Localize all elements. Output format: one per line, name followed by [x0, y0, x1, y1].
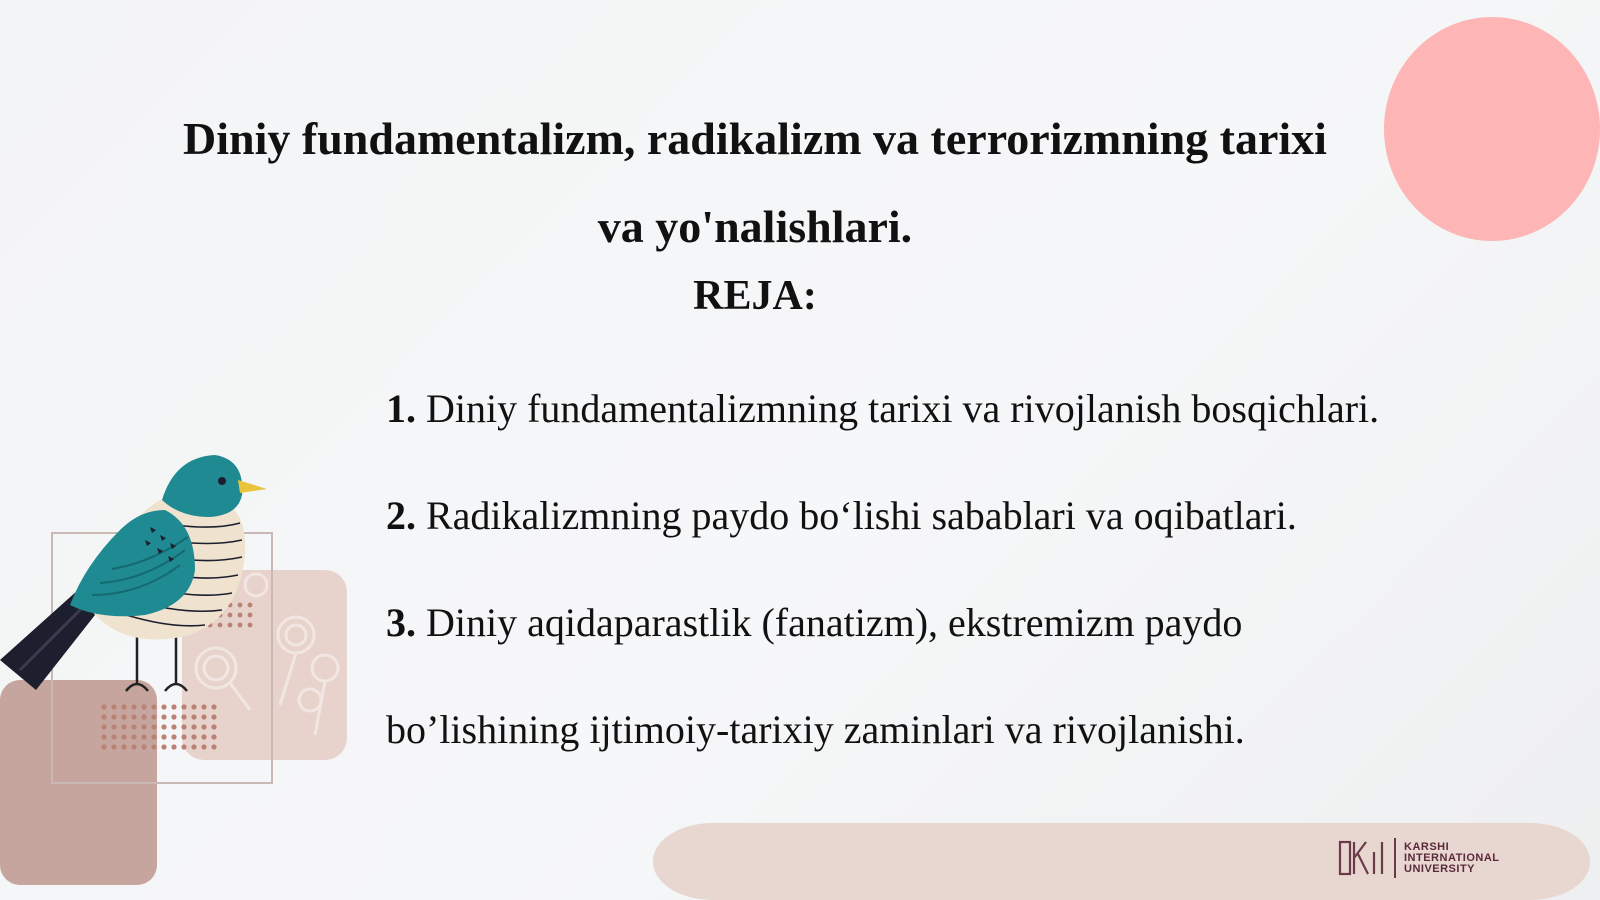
- slide-title-line1: Diniy fundamentalizm, radikalizm va terrorizmning tarixi: [183, 113, 1327, 164]
- bird-illustration: [0, 455, 350, 885]
- plan-item-2: [386, 462, 1586, 569]
- plan-item-text: Diniy aqidaparastlik (fanatizm), ekstremizm paydo: [426, 600, 1243, 645]
- logo-line-2: INTERNATIONAL: [1404, 851, 1500, 864]
- logo-text: [1404, 842, 1500, 875]
- logo-divider: [1394, 838, 1396, 878]
- university-logo: [1338, 838, 1500, 878]
- plan-item-number: 2.: [386, 493, 416, 538]
- plan-heading: REJA:: [693, 273, 817, 319]
- plan-item-3: [386, 569, 1586, 783]
- plan-item-text: Radikalizmning paydo bo‘lishi sabablari va oqibatlari.: [426, 493, 1297, 538]
- plan-item-number: 1.: [386, 386, 416, 431]
- plan-item-1: [386, 355, 1586, 462]
- slide-title: [120, 95, 1390, 271]
- plan-list: [386, 355, 1586, 783]
- slide-title-line2: va yo'nalishlari.: [597, 201, 913, 252]
- plan-item-text-continuation: bo’lishining ijtimoiy-tarixiy zaminlari va rivojlanishi.: [386, 707, 1245, 752]
- kiu-logo-icon: [1338, 838, 1386, 878]
- plan-item-text: Diniy fundamentalizmning tarixi va rivojlanish bosqichlari.: [426, 386, 1380, 431]
- logo-line-1: KARSHI: [1404, 840, 1450, 853]
- logo-line-3: UNIVERSITY: [1404, 862, 1476, 875]
- plan-item-number: 3.: [386, 600, 416, 645]
- decorative-pink-circle: [1384, 17, 1600, 241]
